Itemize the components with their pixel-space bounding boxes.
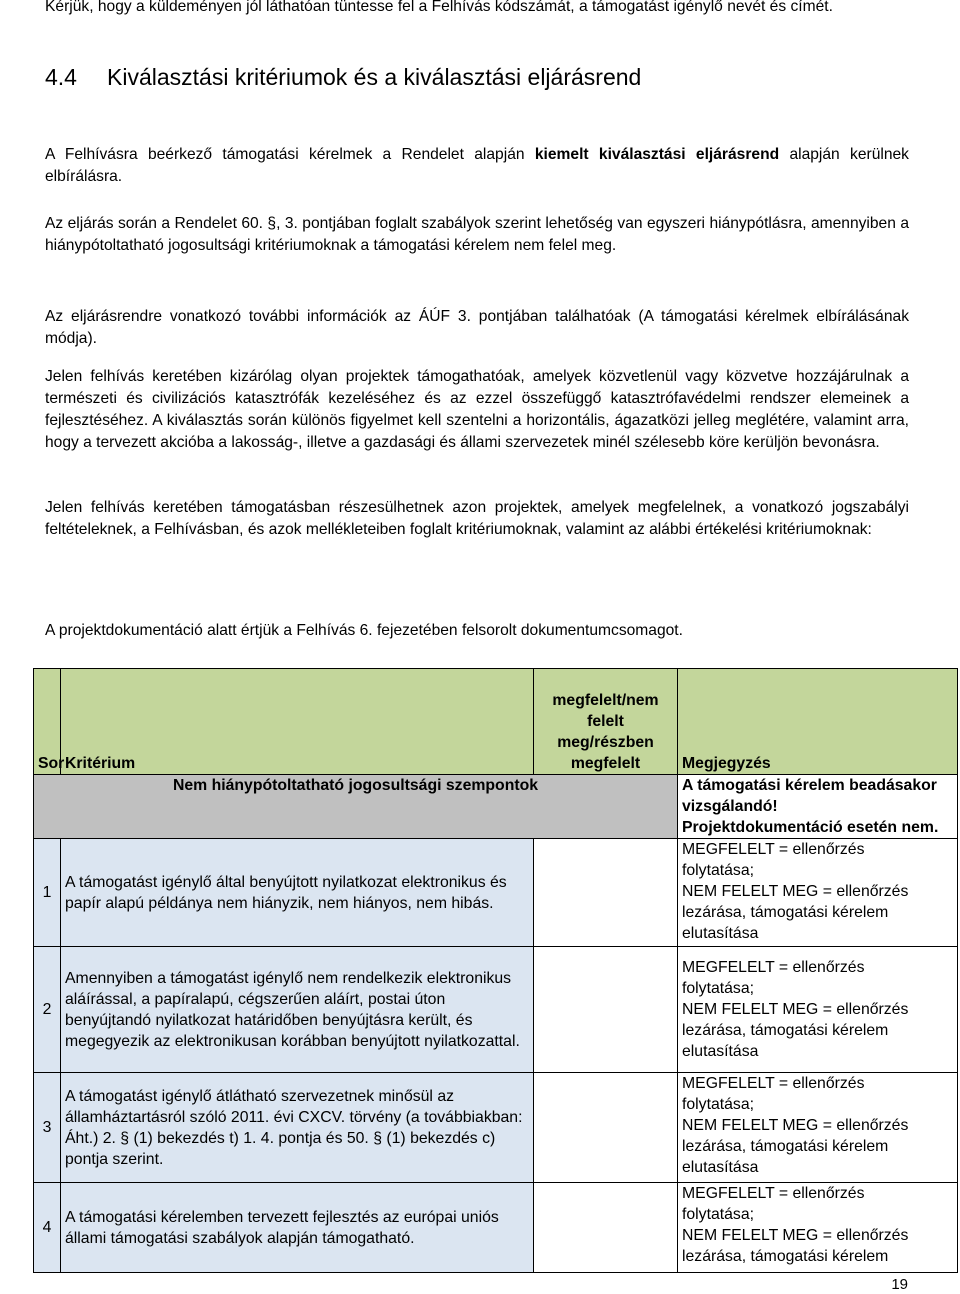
- section-number: 4.4: [45, 64, 77, 90]
- header-sor: Sor: [34, 669, 61, 775]
- row-status: [534, 1073, 678, 1183]
- row-note: MEGFELELT = ellenőrzés folytatása; NEM FELELT MEG = ellenőrzés lezárása, támogatási kérelem elutasítása: [678, 947, 958, 1073]
- paragraph-3: Az eljárásrendre vonatkozó további információk az ÁÚF 3. pontjában találhatóak (A támogatási kérelmek elbírálásának módja).: [45, 308, 909, 347]
- row-note: MEGFELELT = ellenőrzés folytatása; NEM FELELT MEG = ellenőrzés lezárása, támogatási kérelem elutasítása: [678, 1073, 958, 1183]
- paragraph-4: Jelen felhívás keretében kizárólag olyan projektek támogathatóak, amelyek közvetlenül vagy közvetve hozzájárulnak a természeti és civilizációs katasztrófák kezeléséhez és az ezzel összefüggő katasztrófavédelmi rendszer elemeinek a fejlesztéséhez. A kiválasztás során különös figyelmet kell szentelni a horizontális, ágazatközi jelleg meglétére, valamint arra, hogy a tervezett akcióba a lakosság-, illetve a gazdasági és állami szervezetek minél szélesebb köre kerüljön bevonásra.: [45, 368, 909, 451]
- header-criterion: Kritérium: [61, 669, 534, 775]
- row-number: 1: [34, 839, 61, 947]
- row-criterion: Amennyiben a támogatást igénylő nem rendelkezik elektronikus aláírással, a papíralapú, cégszerűen aláírt, postai úton benyújtandó nyilatkozat határidőben benyújtásra került, és megegyezik az elektronikusan korábban benyújtott nyilatkozattal.: [61, 947, 534, 1073]
- paragraph-2: Az eljárás során a Rendelet 60. §, 3. pontjában foglalt szabályok szerint lehetőség van egyszeri hiánypótlásra, amennyiben a hiánypótoltatható jogosultsági kritériumoknak a támogatási kérelem nem felel meg.: [45, 215, 909, 254]
- paragraph-6: A projektdokumentáció alatt értjük a Felhívás 6. fejezetében felsorolt dokumentumcsomagot.: [45, 622, 683, 639]
- row-number: 4: [34, 1183, 61, 1273]
- table-row: [34, 839, 958, 947]
- section-row: [34, 775, 958, 839]
- header-status: megfelelt/nem felelt meg/részben megfelelt: [534, 669, 678, 775]
- paragraph-5: Jelen felhívás keretében támogatásban részesülhetnek azon projektek, amelyek megfelelnek, a vonatkozó jogszabályi feltételeknek, a Felhívásban, és azok mellékleteiben foglalt kritériumoknak, valamint az alábbi értékelési kritériumoknak:: [45, 499, 909, 538]
- row-note: MEGFELELT = ellenőrzés folytatása; NEM FELELT MEG = ellenőrzés lezárása, támogatási kérelem: [678, 1183, 958, 1273]
- section-row-note: A támogatási kérelem beadásakor vizsgálandó! Projektdokumentáció esetén nem.: [678, 775, 958, 839]
- row-number: 2: [34, 947, 61, 1073]
- table-row: [34, 1073, 958, 1183]
- row-criterion: A támogatást igénylő átlátható szervezetnek minősül az államháztartásról szóló 2011. évi CXCV. törvény (a továbbiakban: Áht.) 2. § (1) bekezdés t) 1. 4. pontja és 50. § (1) bekezdés c) pontja szerint.: [61, 1073, 534, 1183]
- header-note: Megjegyzés: [678, 669, 958, 775]
- row-criterion: A támogatást igénylő által benyújtott nyilatkozat elektronikus és papír alapú példánya nem hiányzik, nem hiányos, nem hibás.: [61, 839, 534, 947]
- row-number: 3: [34, 1073, 61, 1183]
- table-header-row: [34, 669, 958, 775]
- bold-phrase: kiemelt kiválasztási eljárásrend: [534, 146, 780, 163]
- page-number: 19: [891, 1276, 908, 1293]
- table-row: [34, 1183, 958, 1273]
- row-status: [534, 1183, 678, 1273]
- row-note: MEGFELELT = ellenőrzés folytatása; NEM FELELT MEG = ellenőrzés lezárása, támogatási kérelem elutasítása: [678, 839, 958, 947]
- table-row: [34, 947, 958, 1073]
- criteria-table: [33, 668, 958, 1273]
- paragraph-1: A Felhívásra beérkező támogatási kérelmek a Rendelet alapján kiemelt kiválasztási eljárásrend alapján kerülnek elbírálásra.: [45, 146, 909, 185]
- section-heading: [45, 62, 641, 92]
- row-status: [534, 947, 678, 1073]
- row-criterion: A támogatási kérelemben tervezett fejlesztés az európai uniós állami támogatási szabályok alapján támogatható.: [61, 1183, 534, 1273]
- intro-text: Kérjük, hogy a küldeményen jól láthatóan tüntesse fel a Felhívás kódszámát, a támogatást igénylő nevét és címét.: [45, 0, 833, 15]
- section-title: Kiválasztási kritériumok és a kiválasztási eljárásrend: [107, 64, 642, 90]
- row-status: [534, 839, 678, 947]
- section-row-title: Nem hiánypótoltatható jogosultsági szempontok: [34, 775, 678, 839]
